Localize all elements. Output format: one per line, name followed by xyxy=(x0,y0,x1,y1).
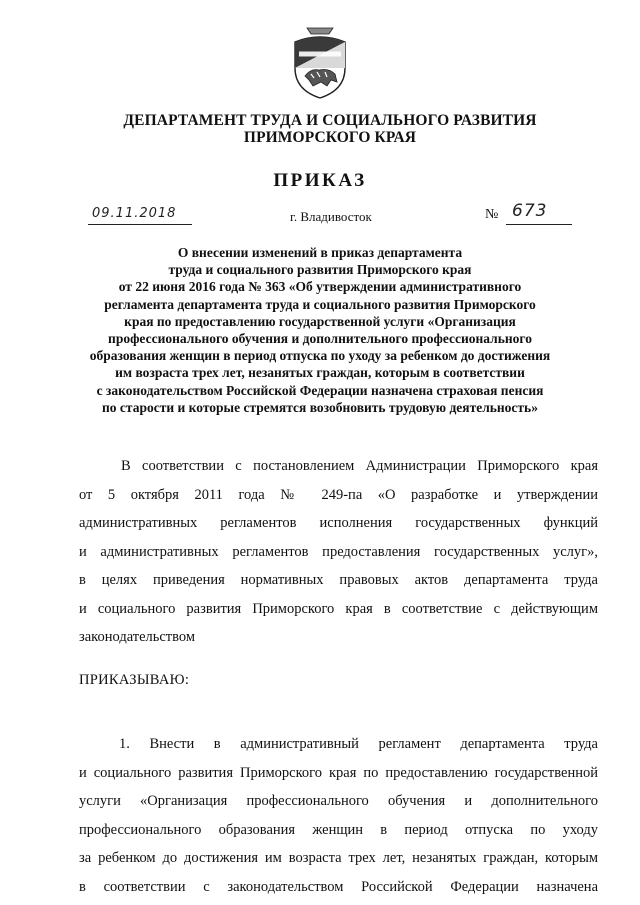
subject-line: края по предоставлению государственной услуги «Организация xyxy=(124,313,516,329)
preamble-paragraph xyxy=(79,452,598,652)
subject-line: О внесении изменений в приказ департамента xyxy=(177,245,463,260)
item-line: за ребенком до достижения им возраста трех лет, незанятых граждан, которым xyxy=(79,850,598,866)
item-1-paragraph xyxy=(79,730,598,901)
preamble-line: административных регламентов исполнения государственных функций xyxy=(79,515,598,531)
order-directive: ПРИКАЗЫВАЮ: xyxy=(79,672,190,688)
subject-line: профессионального обучения и дополнительного профессионального xyxy=(108,331,532,347)
item-line: услуги «Организация профессионального обучения и дополнительного xyxy=(79,793,598,809)
handwritten-date: 09.11.2018 xyxy=(92,206,177,221)
preamble-line: законодательством xyxy=(79,629,196,645)
subject-line: от 22 июня 2016 года № 363 «Об утверждении административного xyxy=(118,279,522,295)
preamble-line: от 5 октября 2011 года № 249-па «О разработке и утверждении xyxy=(79,486,598,503)
number-underline xyxy=(506,224,572,225)
preamble-line: В соответствии с постановлением Администрации Приморского края xyxy=(121,458,598,474)
department-name-line1: ДЕПАРТАМЕНТ ТРУДА И СОЦИАЛЬНОГО РАЗВИТИЯ xyxy=(123,112,537,129)
subject-line: образования женщин в период отпуска по уходу за ребенком до достижения xyxy=(89,348,551,364)
item-line: 1. Внести в административный регламент департамента труда xyxy=(119,736,598,752)
subject-line: им возраста трех лет, незанятых граждан, которым в соответствии xyxy=(115,365,525,381)
department-name-line2: ПРИМОРСКОГО КРАЯ xyxy=(243,129,417,146)
handwritten-order-number: 673 xyxy=(512,201,548,221)
number-sign: № xyxy=(485,207,499,222)
subject-line: регламента департамента труда и социального развития Приморского xyxy=(104,296,536,312)
coat-of-arms-icon xyxy=(287,24,353,100)
item-line: в соответствии с законодательством Российской Федерации назначена xyxy=(79,878,598,895)
subject-line: труда и социального развития Приморского края xyxy=(168,262,472,278)
preamble-line: в целях приведения нормативных правовых актов департамента труда xyxy=(79,572,598,588)
subject-line: с законодательством Российской Федерации назначена страховая пенсия xyxy=(96,382,544,398)
preamble-line: и социального развития Приморского края в соответствие с действующим xyxy=(79,600,598,617)
preamble-line: и административных регламентов предоставления государственных услуг», xyxy=(79,543,598,560)
item-line: профессионального образования женщин в период отпуска по уходу xyxy=(79,821,598,838)
order-subject xyxy=(80,244,560,416)
item-line: и социального развития Приморского края по предоставлению государственной xyxy=(79,764,598,781)
subject-line: по старости и которые стремятся возобновить трудовую деятельность» xyxy=(102,399,538,415)
date-underline xyxy=(88,224,192,225)
city-name: г. Владивосток xyxy=(290,209,372,224)
order-title: ПРИКАЗ xyxy=(273,170,367,191)
